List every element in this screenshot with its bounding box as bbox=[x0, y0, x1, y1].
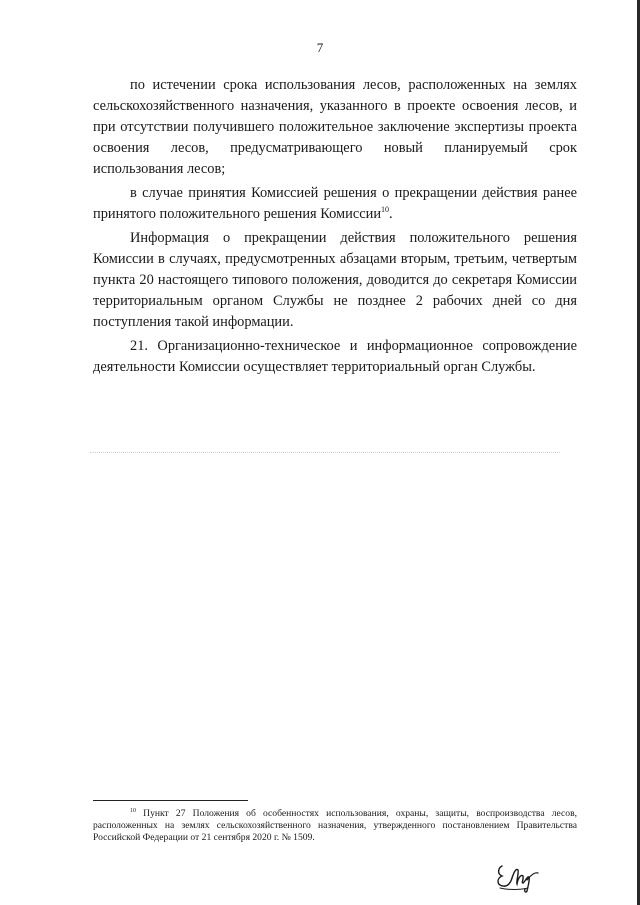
paragraph-2 bbox=[93, 183, 577, 225]
paragraph-4-text: 21. Организационно-техническое и информационное сопровождение деятельности Комиссии осуществляет территориальный орган Службы. bbox=[93, 338, 577, 375]
paragraph-3-text: Информация о прекращении действия положительного решения Комиссии в случаях, предусмотренных абзацами вторым, третьим, четвертым пункта 20 настоящего типового положения, доводится до секретаря Комиссии территориальным органом Службы не позднее 2 рабочих дней со дня поступления такой информации. bbox=[93, 230, 577, 330]
paragraph-2-text: в случае принятия Комиссией решения о прекращении действия ранее принятого положительного решения Комиссии bbox=[93, 185, 577, 222]
footnote-number: 10 bbox=[130, 807, 136, 814]
page-number: 7 bbox=[316, 40, 324, 55]
footnote-reference-10[interactable]: 10 bbox=[381, 205, 390, 215]
paragraph-1-text: по истечении срока использования лесов, расположенных на землях сельскохозяйственного назначения, указанного в проекте освоения лесов, и при отсутствии получившего положительное заключение экспертизы проекта освоения лесов, предусматривающего новый планируемый срок использования лесов; bbox=[93, 77, 577, 177]
paragraph-4 bbox=[93, 336, 577, 378]
footnote-text: Пункт 27 Положения об особенностях использования, охраны, защиты, воспроизводства лесов, расположенных на землях сельскохозяйственного назначения, утвержденного постановлением Правительства Российской Федерации от 21 сентября 2020 г. № 1509. bbox=[93, 808, 577, 843]
document-body bbox=[93, 75, 577, 378]
handwritten-signature-icon bbox=[494, 858, 542, 894]
paragraph-1 bbox=[93, 75, 577, 180]
paragraph-3 bbox=[93, 228, 577, 333]
footnote-10 bbox=[93, 808, 577, 844]
faint-scan-dots bbox=[90, 452, 560, 455]
paragraph-2-tail: . bbox=[389, 206, 393, 222]
footnote-separator bbox=[93, 800, 248, 801]
